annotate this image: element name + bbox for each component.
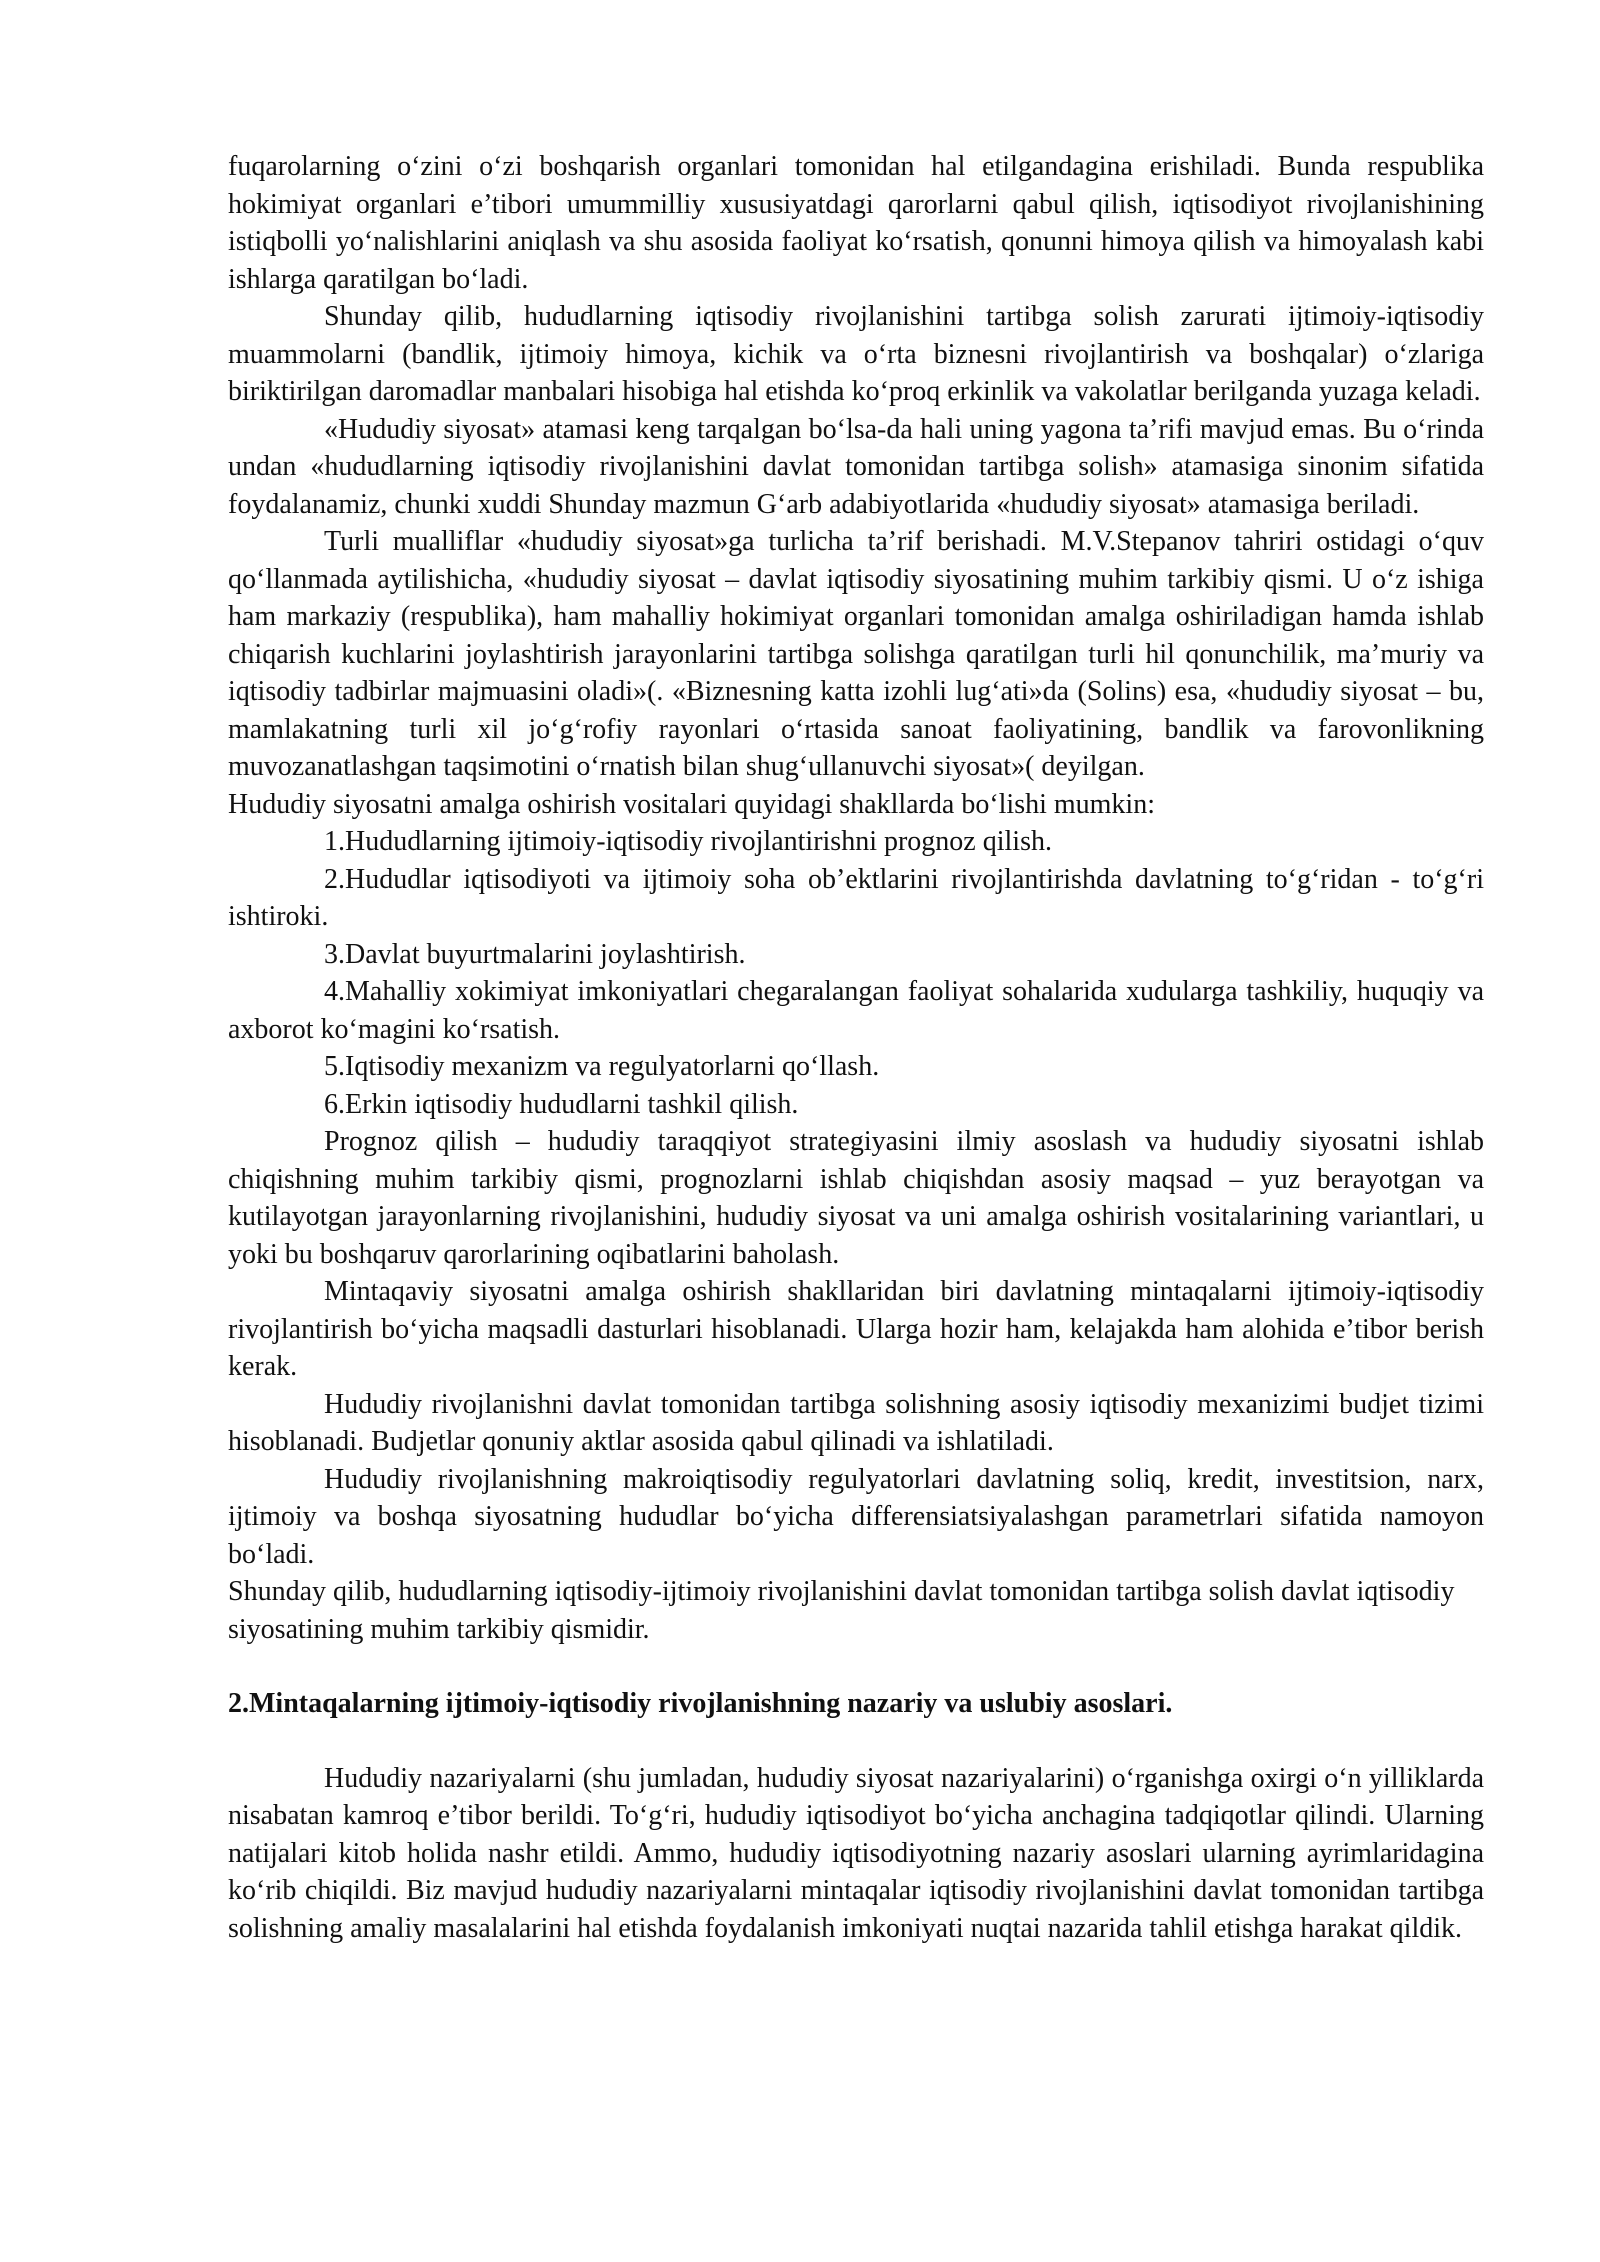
paragraph-macro-regulators: Hududiy rivojlanishning makroiqtisodiy regulyatorlari davlatning soliq, kredit, investitsion, narx, ijtimoiy va boshqa siyosatning hududlar bo‘yicha differensiatsiyalashgan parametrlari sifatida namoyon bo‘ladi.	[228, 1463, 1484, 1570]
document-page	[228, 148, 1484, 1947]
paragraph-author-definitions: Turli mualliflar «hududiy siyosat»ga turlicha ta’rif berishadi. M.V.Stepanov tahriri ostidagi o‘quv qo‘llanmada aytilishicha, «hududiy siyosat – davlat iqtisodiy siyosatining muhim tarkibiy qismi. U o‘z ishiga ham markaziy (respublika), ham mahalliy hokimiyat organlari tomonidan amalga oshiriladigan hamda ishlab chiqarish kuchlarini joylashtirish jarayonlarini tartibga solishga qaratilgan turli hil qonunchilik, ma’muriy va iqtisodiy tadbirlar majmuasini oladi»(. «Biznesning katta izohli lug‘ati»da (Solins) esa, «hududiy siyosat – bu, mamlakatning turli xil jo‘g‘rofiy rayonlari o‘rtasida sanoat faoliyatining, bandlik va farovonlikning muvozanatlashgan taqsimotini o‘rnatish bilan shug‘ullanuvchi siyosat»( deyilgan.	[228, 526, 1484, 782]
list-item-1: 1.Hududlarning ijtimoiy-iqtisodiy rivojlantirishni prognoz qilish.	[324, 826, 1052, 857]
paragraph-forecasting: Prognoz qilish – hududiy taraqqiyot strategiyasini ilmiy asoslash va hududiy siyosatni ishlab chiqishning muhim tarkibiy qismi, prognozlarni ishlab chiqishdan asosiy maqsad – yuz berayotgan va kutilayotgan jarayonlarning rivojlanishini, hududiy siyosat va uni amalga oshirish vositalarining variantlari, u yoki bu boshqaruv qarorlarining oqibatlarini baholash.	[228, 1126, 1484, 1270]
paragraph-conclusion: Shunday qilib, hududlarning iqtisodiy-ijtimoiy rivojlanishini davlat tomonidan tartibga solish davlat iqtisodiy siyosatining muhim tarkibiy qismidir.	[228, 1576, 1455, 1645]
paragraph-regulation-necessity: Shunday qilib, hududlarning iqtisodiy rivojlanishini tartibga solish zarurati ijtimoiy-iqtisodiy muammolarni (bandlik, ijtimoiy himoya, kichik va o‘rta biznesni rivojlantirish va boshqalar) o‘zlariga biriktirilgan daromadlar manbalari hisobiga hal etishda ko‘proq erkinlik va vakolatlar berilganda yuzaga keladi.	[228, 301, 1484, 407]
list-item-2: 2.Hududlar iqtisodiyoti va ijtimoiy soha ob’ektlarini rivojlantirishda davlatning to‘g‘ridan - to‘g‘ri ishtiroki.	[228, 863, 1484, 932]
list-item-6: 6.Erkin iqtisodiy hududlarni tashkil qilish.	[324, 1088, 799, 1120]
paragraph-regional-programs: Mintaqaviy siyosatni amalga oshirish shakllaridan biri davlatning mintaqalarni ijtimoiy-iqtisodiy rivojlantirish bo‘yicha maqsadli dasturlari hisoblanadi. Ularga hozir ham, kelajakda ham alohida e’tibor berish kerak.	[228, 1276, 1484, 1382]
section-heading: 2.Mintaqalarning ijtimoiy-iqtisodiy rivojlanishning nazariy va uslubiy asoslari.	[228, 1688, 1173, 1719]
paragraph-tools-intro: Hududiy siyosatni amalga oshirish vositalari quyidagi shakllarda bo‘lishi mumkin:	[228, 788, 1155, 820]
list-item-4: 4.Mahalliy xokimiyat imkoniyatlari chegaralangan faoliyat sohalarida xudularga tashkiliy, huquqiy va axborot ko‘magini ko‘rsatish.	[228, 976, 1484, 1045]
paragraph-continuation: fuqarolarning o‘zini o‘zi boshqarish organlari tomonidan hal etilgandagina erishiladi. Bunda respublika hokimiyat organlari e’tibori umummilliy xususiyatdagi qarorlarni qabul qilish, iqtisodiyot rivojlanishining istiqbolli yo‘nalishlarini aniqlash va shu asosida faoliyat ko‘rsatish, qonunni himoya qilish va himoyalash kabi ishlarga qaratilgan bo‘ladi.	[228, 151, 1484, 295]
paragraph-term-definition: «Hududiy siyosat» atamasi keng tarqalgan bo‘lsa-da hali uning yagona ta’rifi mavjud emas. Bu o‘rinda undan «hududlarning iqtisodiy rivojlanishini davlat tomonidan tartibga solish» atamasiga sinonim sifatida foydalanamiz, chunki xuddi Shunday mazmun G‘arb adabiyotlarida «hududiy siyosat» atamasiga beriladi.	[228, 413, 1484, 520]
list-item-3: 3.Davlat buyurtmalarini joylashtirish.	[324, 938, 746, 970]
paragraph-budget-mechanism: Hududiy rivojlanishni davlat tomonidan tartibga solishning asosiy iqtisodiy mexanizimi budjet tizimi hisoblanadi. Budjetlar qonuniy aktlar asosida qabul qilinadi va ishlatiladi.	[228, 1388, 1484, 1457]
paragraph-regional-theories: Hududiy nazariyalarni (shu jumladan, hududiy siyosat nazariyalarini) o‘rganishga oxirgi o‘n yilliklarda nisabatan kamroq e’tibor berildi. To‘g‘ri, hududiy iqtisodiyot bo‘yicha anchagina tadqiqotlar qilindi. Ularning natijalari kitob holida nashr etildi. Ammo, hududiy iqtisodiyotning nazariy asoslari ularning ayrimlaridagina ko‘rib chiqildi. Biz mavjud hududiy nazariyalarni mintaqalar iqtisodiy rivojlanishini davlat tomonidan tartibga solishning amaliy masalalarini hal etishda foydalanish imkoniyati nuqtai nazarida tahlil etishga harakat qildik.	[228, 1762, 1484, 1944]
list-item-5: 5.Iqtisodiy mexanizm va regulyatorlarni qo‘llash.	[324, 1051, 880, 1082]
